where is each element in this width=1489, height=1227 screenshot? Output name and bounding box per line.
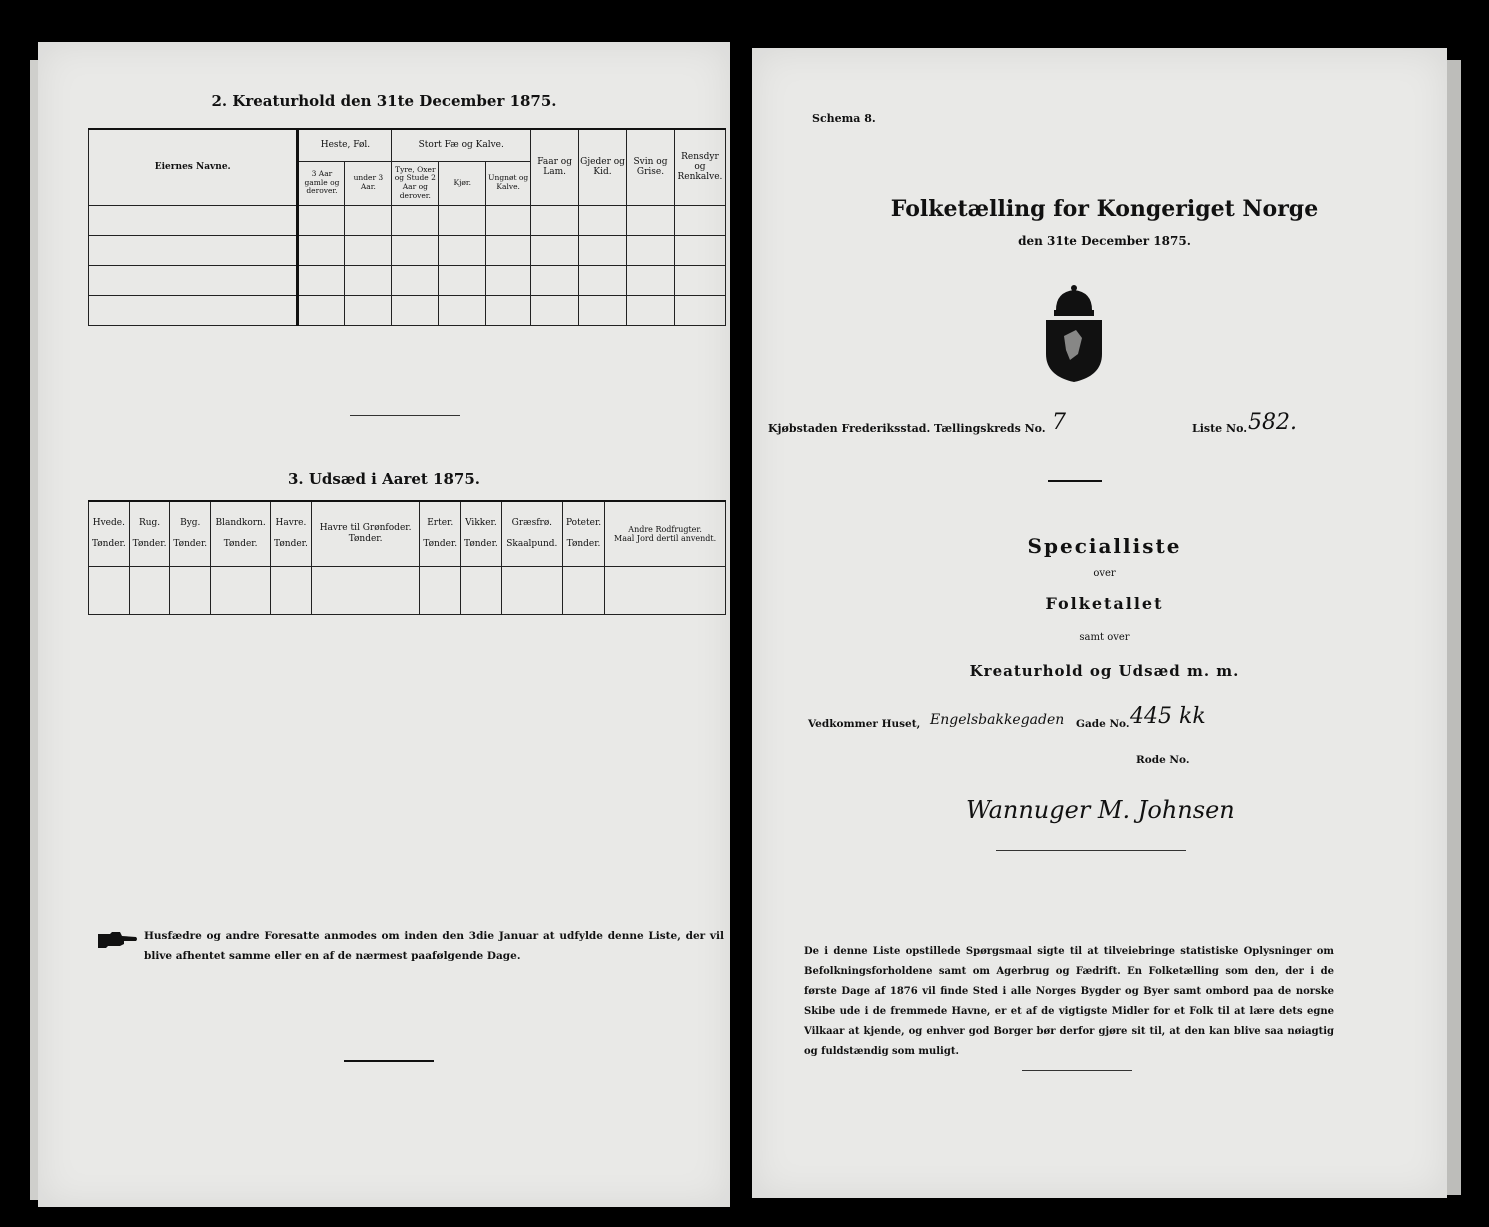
seed-col-3: Blandkorn. Tønder. xyxy=(211,501,271,566)
kreaturhold-text: Kreaturhold og Udsæd m. m. xyxy=(969,662,1240,680)
seed-col-6: Erter. Tønder. xyxy=(420,501,461,566)
special-list-title: Specialliste xyxy=(1027,534,1182,558)
rode-label: Rode No. xyxy=(1136,754,1190,766)
divider-5 xyxy=(1022,1070,1132,1071)
district-value: 7 xyxy=(1052,410,1066,435)
seed-col-0: Hvede. Tønder. xyxy=(89,501,130,566)
col-sheep: Faar og Lam. xyxy=(531,129,579,205)
seed-col-1: Rug. Tønder. xyxy=(129,501,170,566)
seed-col-4: Havre. Tønder. xyxy=(271,501,312,566)
coat-of-arms-icon xyxy=(1042,284,1106,384)
col-horses-3yr: 3 Aar gamle og derover. xyxy=(298,161,345,205)
seed-col-9: Poteter. Tønder. xyxy=(562,501,604,566)
town-label: Kjøbstaden Frederiksstad. xyxy=(768,422,931,435)
divider-2 xyxy=(344,1060,434,1062)
schema-label: Schema 8. xyxy=(812,112,876,125)
col-calves: Ungnøt og Kalve. xyxy=(486,161,531,205)
house-label: Vedkommer Huset, xyxy=(808,718,921,730)
divider-4 xyxy=(996,850,1186,851)
seed-col-8: Græsfrø. Skaalpund. xyxy=(501,501,562,566)
list-value: 582. xyxy=(1248,410,1297,435)
col-cattle: Stort Fæ og Kalve. xyxy=(392,129,531,161)
right-page xyxy=(752,48,1447,1198)
pointing-hand-icon xyxy=(96,930,138,950)
col-cows: Kjør. xyxy=(439,161,486,205)
col-pigs: Svin og Grise. xyxy=(627,129,675,205)
section2-title: 2. Kreaturhold den 31te December 1875. xyxy=(211,92,557,110)
left-page xyxy=(38,42,730,1207)
census-date: den 31te December 1875. xyxy=(1018,234,1191,248)
col-goats: Gjeder og Kid. xyxy=(579,129,627,205)
seed-col-7: Vikker. Tønder. xyxy=(461,501,502,566)
main-title: Folketælling for Kongeriget Norge xyxy=(890,196,1319,222)
signature: Wannuger M. Johnsen xyxy=(966,796,1235,824)
house-number-value: 445 kk xyxy=(1130,704,1206,729)
col-reindeer: Rensdyr og Renkalve. xyxy=(674,129,725,205)
seed-col-10: Andre Rodfrugter. Maal Jord dertil anvendt. xyxy=(605,501,726,566)
col-horses: Heste, Føl. xyxy=(298,129,392,161)
divider-1 xyxy=(350,415,460,416)
col-owner-names: Eiernes Navne. xyxy=(89,129,298,205)
seed-table xyxy=(88,500,726,615)
seed-col-5: Havre til Grønfoder. Tønder. xyxy=(311,501,420,566)
col-bulls: Tyre, Oxer og Stude 2 Aar og derover. xyxy=(392,161,439,205)
seed-col-2: Byg. Tønder. xyxy=(170,501,211,566)
folketallet-text: Folketallet xyxy=(1045,594,1164,613)
district-label: Tællingskreds No. xyxy=(934,422,1046,435)
livestock-table xyxy=(88,128,726,326)
over-text-1: over xyxy=(1093,568,1116,579)
samt-over-text: samt over xyxy=(1079,632,1130,643)
street-value: Engelsbakkegaden xyxy=(930,712,1065,728)
page-edge-right xyxy=(1447,60,1461,1195)
list-label: Liste No. xyxy=(1192,422,1248,435)
notice-text: Husfædre og andre Foresatte anmodes om inden den 3die Januar at udfylde denne Liste, der vil blive afhentet samme eller en af de nærmest paafølgende Dage. xyxy=(144,930,724,962)
info-paragraph: De i denne Liste opstillede Spørgsmaal sigte til at tilveiebringe statistiske Oplysninger om Befolkningsforholdene samt om Agerbrug og Fædrift. En Folketælling som den, der i de første Dage af 1876 vil finde Sted i alle Norges Bygder og Byer samt ombord paa de norske Skibe ude i de fremmede Havne, er et af de vigtigste Midler for et Folk til at lære dets egne Vilkaar at kjende, og enhver god Borger bør derfor gjøre sit til, at den kan blive saa nøiagtig og fuldstændig som muligt. xyxy=(804,946,1334,1057)
divider-3 xyxy=(1048,480,1102,482)
gade-label: Gade No. xyxy=(1076,718,1130,730)
section3-title: 3. Udsæd i Aaret 1875. xyxy=(287,470,481,488)
col-horses-under3: under 3 Aar. xyxy=(345,161,392,205)
